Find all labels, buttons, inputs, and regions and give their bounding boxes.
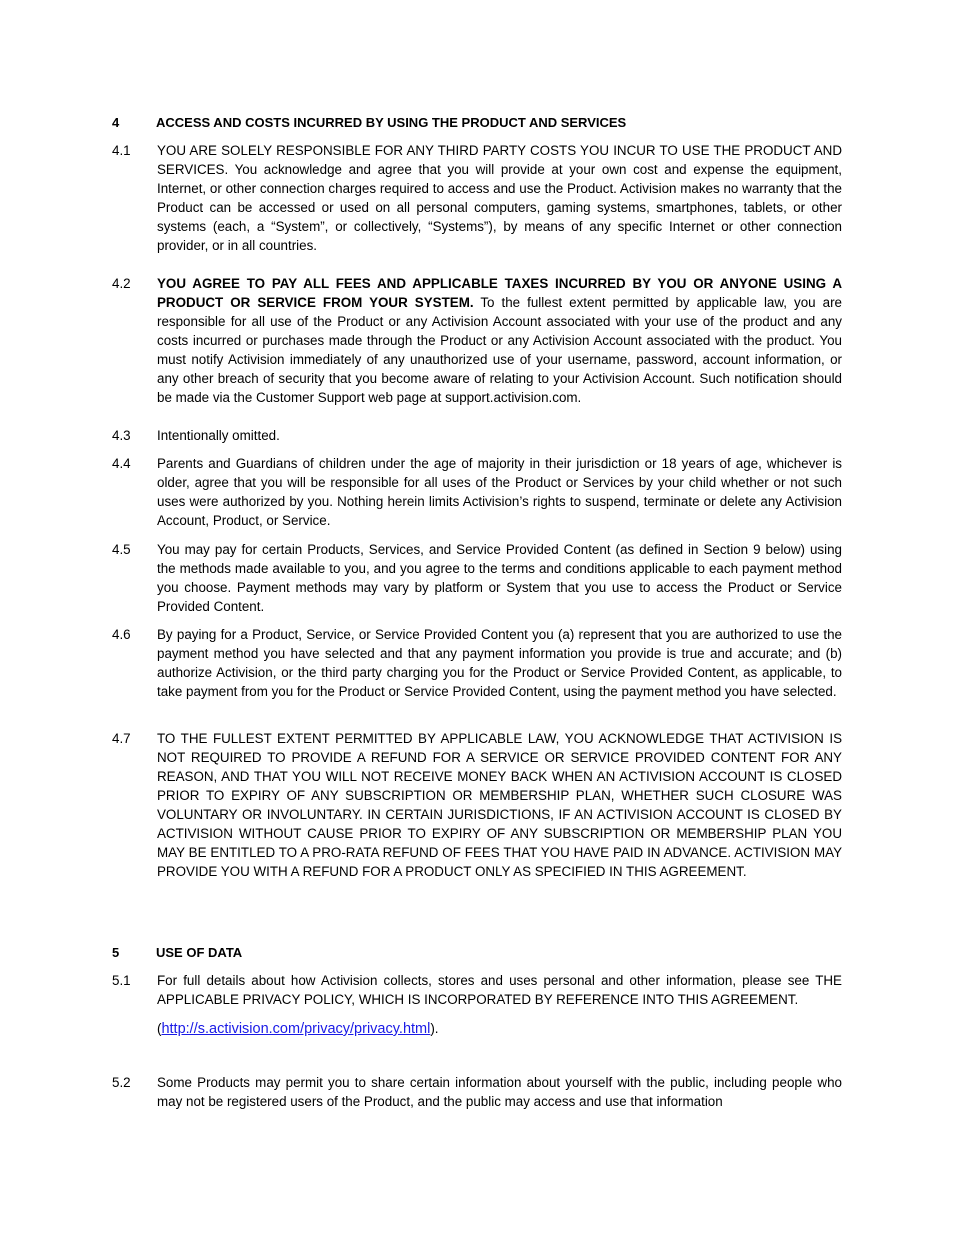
clause-text: TO THE FULLEST EXTENT PERMITTED BY APPLICABLE LAW, YOU ACKNOWLEDGE THAT ACTIVISION IS NOT REQUIRED TO PROVIDE A REFUND FOR A SERVICE OR SERVICE PROVIDED CONTENT FOR ANY REASON, AND THAT YOU WILL NOT RECEIVE MONEY BACK WHEN AN ACTIVISION ACCOUNT IS CLOSED PRIOR TO EXPIRY OF ANY SUBSCRIPTION OR MEMBERSHIP PLAN, WHETHER SUCH CLOSURE WAS VOLUNTARY OR INVOLUNTARY. IN CERTAIN JURISDICTIONS, IF AN ACTIVISION ACCOUNT IS CLOSED BY ACTIVISION WITHOUT CAUSE PRIOR TO EXPIRY OF ANY SUBSCRIPTION OR MEMBERSHIP PLAN YOU MAY BE ENTITLED TO A PRO-RATA REFUND OF FEES THAT YOU HAVE PAID IN ADVANCE. ACTIVISION MAY PROVIDE YOU WITH A REFUND FOR A PRODUCT ONLY AS SPECIFIED IN THIS AGREEMENT. [157, 731, 842, 879]
clause-number: 4.6 [112, 627, 131, 642]
clause-text: YOU ARE SOLELY RESPONSIBLE FOR ANY THIRD PARTY COSTS YOU INCUR TO USE THE PRODUCT AND SERVICES. You acknowledge and agree that you will provide at your own cost and expense the equipment, Internet, or other connection charges required to access and use the Product. Activision makes no warranty that the Product can be accessed or used on all personal computers, gaming systems, smartphones, tablets, or other systems (each, a “System”, or collectively, “Systems”), by means of any specific Internet or other connection provider, or in all countries. [157, 143, 842, 253]
privacy-link-line [157, 1019, 439, 1039]
clause-number: 4.1 [112, 143, 131, 158]
clause-number: 4.2 [112, 276, 131, 291]
clause-number: 5.2 [112, 1075, 131, 1090]
privacy-policy-link[interactable]: http://s.activision.com/privacy/privacy.html [161, 1021, 431, 1037]
open-paren: ( [157, 1021, 162, 1036]
clause-text: By paying for a Product, Service, or Service Provided Content you (a) represent that you are authorized to use the payment method you have selected and that any payment information you provide is true and accurate; and (b) authorize Activision, or the third party charging you for the Product or Service Provided Content, as applicable, to take payment from you for the Product or Service Provided Content, using the payment method you have selected. [157, 627, 842, 699]
clause-number: 4.5 [112, 542, 131, 557]
clause-number: 4.3 [112, 428, 131, 443]
clause-bold-text: YOU AGREE TO PAY ALL FEES AND APPLICABLE TAXES INCURRED BY YOU OR ANYONE USING A PRODUCT OR SERVICE FROM YOUR SYSTEM. [157, 276, 842, 310]
clause-number: 4.4 [112, 456, 131, 471]
clause-text: For full details about how Activision collects, stores and uses personal and other information, please see THE APPLICABLE PRIVACY POLICY, WHICH IS INCORPORATED BY REFERENCE INTO THIS AGREEMENT. [157, 973, 842, 1007]
section-number: 4 [112, 115, 120, 130]
clause-text: You may pay for certain Products, Services, and Service Provided Content (as defined in Section 9 below) using the methods made available to you, and you agree to the terms and conditions applicable to each payment method you choose. Payment methods may vary by platform or System that you use to access the Product or Service Provided Content. [157, 542, 842, 614]
clause-number: 5.1 [112, 973, 131, 988]
clause-text: Some Products may permit you to share certain information about yourself with the public, including people who may not be registered users of the Product, and the public may access and use that information [157, 1075, 842, 1109]
section-title: ACCESS AND COSTS INCURRED BY USING THE PRODUCT AND SERVICES [156, 115, 627, 130]
clause-rest-text: To the fullest extent permitted by applicable law, you are responsible for all use of the Product or any Activision Account associated with your use of the product and any costs incurred or purchases made through the Product or any Activision Account associated with the product. You must notify Activision immediately of any unauthorized use of your username, password, account information, or any other breach of security that you become aware of relating to your Activision Account. Such notification should be made via the Customer Support web page at support.activision.com. [157, 295, 842, 405]
clause-text: Parents and Guardians of children under the age of majority in their jurisdiction or 18 years of age, whichever is older, agree that you will be responsible for all uses of the Product or Services by your child whether or not such uses were authorized by you. Nothing herein limits Activision’s rights to suspend, terminate or delete any Activision Account, Product, or Service. [157, 456, 842, 528]
section-number: 5 [112, 945, 120, 960]
section-title: USE OF DATA [156, 945, 243, 960]
clause-number: 4.7 [112, 731, 131, 746]
clause-text: Intentionally omitted. [157, 428, 280, 443]
close-paren: ). [430, 1021, 439, 1036]
clause-text [157, 274, 842, 407]
